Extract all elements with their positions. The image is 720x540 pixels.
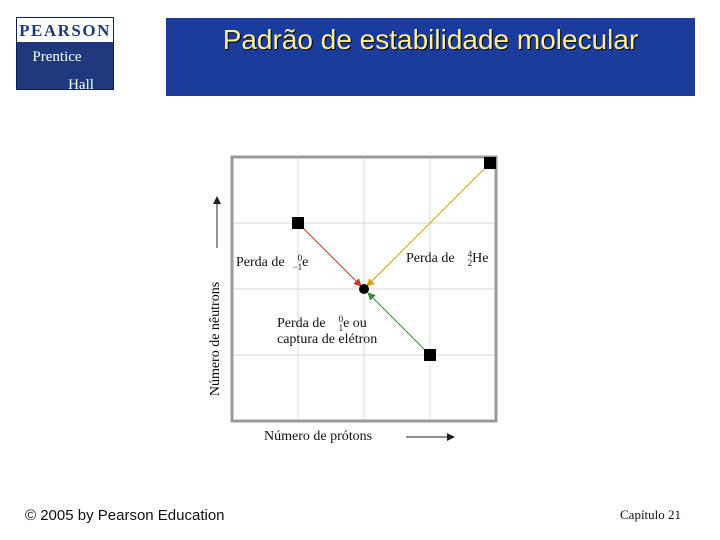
parent-nucleus-beta — [292, 217, 304, 229]
positron-loss-label: Perda de 0 1 e ou — [277, 314, 367, 333]
parent-nucleus-alpha — [484, 157, 496, 169]
alpha-isotope-notation: 4 2 — [467, 249, 473, 268]
diagram-graphics — [200, 140, 530, 460]
beta-loss-label: Perda de 0 −1 e — [236, 253, 309, 272]
parent-nucleus-positron — [424, 349, 436, 361]
daughter-nucleus — [359, 284, 369, 294]
electron-capture-label: captura de elétron — [277, 332, 378, 347]
alpha-loss-label: Perda de 4 2 He — [406, 249, 489, 268]
positron-isotope-notation: 0 1 — [338, 314, 344, 333]
pearson-prentice-hall-logo — [16, 17, 114, 93]
y-axis-label: Número de nêutrons — [208, 281, 223, 397]
copyright-text: © 2005 by Pearson Education — [25, 507, 225, 524]
title-bar — [166, 18, 695, 96]
stability-diagram — [200, 140, 530, 460]
logo-word: PEARSON — [19, 21, 111, 40]
logo-line-hall: Hall — [68, 77, 94, 93]
beta-isotope-notation: 0 −1 — [292, 253, 303, 272]
slide-title: Padrão de estabilidade molecular — [222, 24, 639, 55]
chapter-label: Capítulo 21 — [620, 507, 682, 522]
x-axis-label: Número de prótons — [264, 429, 373, 444]
logo-line-prentice: Prentice — [32, 49, 82, 65]
